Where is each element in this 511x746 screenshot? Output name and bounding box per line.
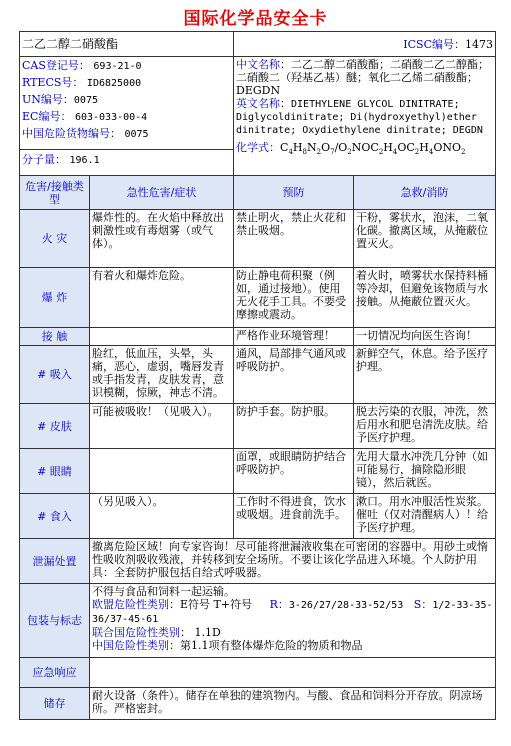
- cn-name-line-3: DEGDN: [236, 84, 281, 97]
- eyes-prevention: 面罩，或眼睛防护结合呼吸防护。: [234, 449, 354, 494]
- row-label-storage: 储存: [20, 688, 90, 720]
- rtecs-label: RTECS号：: [22, 76, 84, 89]
- row-label-exposure: 接 触: [20, 328, 90, 346]
- eu-class-value: E符号 T+符号: [180, 598, 253, 611]
- en-name-line-3: dinitrate; Oxydiethylene dinitrate; DEGDN: [236, 125, 483, 136]
- cn-class-value: 第1.1项有整体爆炸危险的物质和物品: [180, 639, 363, 652]
- spillage-text: 撤离危险区域！向专家咨询！尽可能将泄漏液收集在可密闭的容器中。用砂土或惰性吸收剂吸收残液，并转移到安全场所。不要让该化学品进入环境。个人防护用具：全套防护服包括自给式呼吸器。: [90, 539, 496, 584]
- icsc-cell: [234, 32, 496, 57]
- chemical-name: 二乙二醇二硝酸酯: [22, 36, 119, 51]
- explosion-first-aid: 着火时，喷雾状水保持料桶等冷却，但避免该物质与水接触。从掩蔽位置灭火。: [354, 268, 496, 328]
- exposure-acute: [90, 328, 234, 346]
- ingestion-first-aid: 漱口。用水冲服活性炭浆。催吐（仅对清醒病人）！给予医疗护理。: [354, 494, 496, 539]
- un-class-value: 1.1D: [194, 626, 221, 639]
- cn-dangerous-goods-label: 中国危险货物编号：: [22, 127, 121, 140]
- eu-class-label: 欧盟危险性类别：: [92, 598, 180, 611]
- exposure-first-aid: 一切情况均向医生咨询！: [354, 328, 496, 346]
- row-label-skin: # 皮肤: [20, 404, 90, 449]
- header-first-aid: 急救/消防: [354, 176, 496, 210]
- exposure-prevention: 严格作业环境管理！: [234, 328, 354, 346]
- chemical-formula: $C_4H_8N_2O_7/O_2NOC_2H_4OC_2H_4ONO_2$: [280, 141, 466, 157]
- skin-acute: 可能被吸收！（见吸入）。: [90, 404, 234, 449]
- cn-name-line-1: 二乙二醇二硝酸酯；二硝酸二乙二醇酯；: [291, 58, 490, 71]
- rtecs-value: ID6825000: [86, 78, 142, 89]
- header-prevention: 预防: [234, 176, 354, 210]
- cn-name-line-2: 二硝酸二（羟基乙基）醚；氧化二乙烯二硝酸酯；: [236, 71, 479, 84]
- eyes-acute: [90, 449, 234, 494]
- icsc-label: ICSC编号：: [403, 37, 466, 51]
- en-name-line-1: DIETHYLENE GLYCOL DINITRATE;: [291, 99, 460, 110]
- un-number-value: 0075: [73, 95, 98, 106]
- cas-value: 693-21-0: [93, 61, 142, 72]
- skin-first-aid: 脱去污染的衣服，冲洗，然后用水和肥皂清洗皮肤。给予医疗护理。: [354, 404, 496, 449]
- inhalation-acute: 脸红，低血压，头晕，头痛，恶心，虚弱，嘴唇发青或手指发青，皮肤发青，意识模糊，惊厥，神志不清。: [90, 346, 234, 404]
- ingestion-acute: （另见吸入）。: [90, 494, 234, 539]
- identifiers-cell: [20, 57, 234, 176]
- packaging-transport-note: 不得与食品和饲料一起运输。: [92, 585, 235, 598]
- eyes-first-aid: 先用大量水冲洗几分钟（如可能易行，摘除隐形眼镜），然后就医。: [354, 449, 496, 494]
- s-phrases-value: 1/2-33-35-36/37-45-61: [92, 600, 493, 625]
- emergency-text: [90, 658, 496, 688]
- row-label-eyes: # 眼睛: [20, 449, 90, 494]
- molecular-weight-value: 196.1: [69, 155, 100, 166]
- packaging-cell: [90, 584, 496, 658]
- cas-label: CAS登记号：: [22, 59, 90, 72]
- skin-prevention: 防护手套。防护服。: [234, 404, 354, 449]
- un-class-label: 联合国危险性类别：: [92, 626, 191, 639]
- explosion-acute: 有着火和爆炸危险。: [90, 268, 234, 328]
- header-acute-hazards: 急性危害/症状: [90, 176, 234, 210]
- safety-card-table: [19, 31, 496, 720]
- names-cell: [234, 57, 496, 176]
- ec-number-value: 603-033-00-4: [74, 112, 148, 123]
- en-name-label: 英文名称：: [236, 97, 292, 110]
- formula-label: 化学式：: [236, 141, 281, 154]
- cn-name-label: 中文名称：: [236, 58, 292, 71]
- fire-acute: 爆炸性的。在火焰中释放出刺激性或有毒烟雾（或气体）。: [90, 210, 234, 268]
- card-title: 国际化学品安全卡: [183, 9, 328, 29]
- un-number-label: UN编号：: [22, 93, 74, 106]
- row-label-emergency: 应急响应: [20, 658, 90, 688]
- cn-class-label: 中国危险性类别：: [92, 639, 180, 652]
- ingestion-prevention: 工作时不得进食，饮水或吸烟。进食前洗手。: [234, 494, 354, 539]
- chemical-name-cell: [20, 32, 234, 57]
- molecular-weight-label: 分子量：: [22, 153, 66, 166]
- row-label-explosion: 爆 炸: [20, 268, 90, 328]
- s-phrases-label: S：: [413, 598, 433, 611]
- row-label-inhalation: # 吸入: [20, 346, 90, 404]
- icsc-value: 1473: [465, 37, 494, 51]
- row-label-spillage: 泄漏处置: [20, 539, 90, 584]
- inhalation-first-aid: 新鲜空气，休息。给予医疗护理。: [354, 346, 496, 404]
- row-label-packaging: 包装与标志: [20, 584, 90, 658]
- fire-prevention: 禁止明火，禁止火花和禁止吸烟。: [234, 210, 354, 268]
- explosion-prevention: 防止静电荷积聚（例如，通过接地）。使用无火花手工具。不要受摩擦或震动。: [234, 268, 354, 328]
- cn-dangerous-goods-value: 0075: [124, 129, 149, 140]
- header-hazard-type: 危害/接触类型: [20, 176, 90, 210]
- fire-first-aid: 干粉，雾状水，泡沫，二氧化碳。撤离区域，从掩蔽位置灭火。: [354, 210, 496, 268]
- row-label-ingestion: # 食入: [20, 494, 90, 539]
- storage-text: 耐火设备（条件）。储存在单独的建筑物内。与酸、食品和饲料分开存放。阴凉场所。严格密封。: [90, 688, 496, 720]
- r-phrases-label: R：: [269, 598, 289, 611]
- ec-number-label: EC编号：: [22, 110, 72, 123]
- en-name-line-2: Diglycoldinitrate; Di(hydroxyethyl)ether: [236, 112, 477, 123]
- row-label-fire: 火 灾: [20, 210, 90, 268]
- inhalation-prevention: 通风，局部排气通风或呼吸防护。: [234, 346, 354, 404]
- r-phrases-value: 3-26/27/28-33-52/53: [288, 600, 404, 611]
